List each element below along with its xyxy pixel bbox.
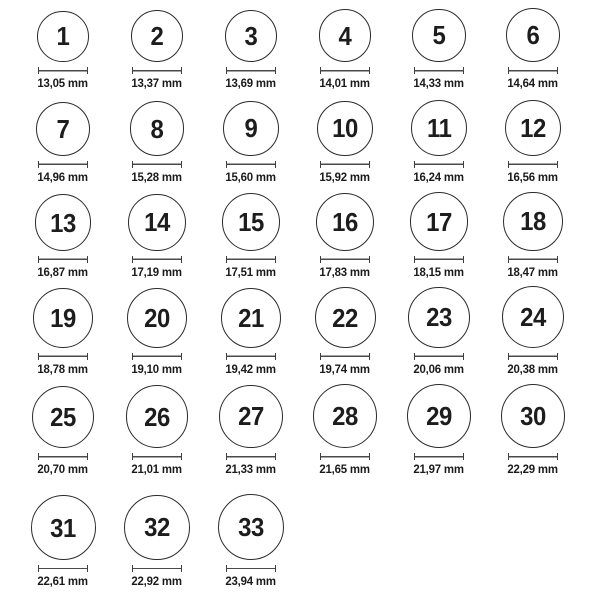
diameter-ruler [132, 161, 182, 168]
diameter-label: 16,24 mm [413, 170, 465, 184]
ring-size-circle [219, 385, 282, 448]
diameter-ruler [414, 353, 464, 360]
diameter-ruler [226, 353, 276, 360]
diameter-ruler [320, 256, 370, 263]
ring-size-number: 26 [144, 401, 170, 432]
ring-size-item [16, 495, 110, 592]
ring-size-item [110, 194, 204, 283]
diameter-ruler [508, 256, 558, 263]
diameter-ruler [320, 67, 370, 74]
diameter-label: 18,15 mm [413, 265, 465, 279]
ring-size-number: 5 [432, 20, 446, 51]
ring-size-item [16, 102, 110, 188]
diameter-ruler [38, 453, 88, 460]
ring-size-item [392, 287, 486, 380]
diameter-label: 14,01 mm [319, 76, 371, 90]
ring-size-circle [130, 101, 185, 156]
ring-size-item [204, 288, 298, 381]
ring-size-item [110, 495, 204, 593]
ring-size-item [298, 193, 392, 283]
diameter-label: 19,10 mm [131, 362, 183, 376]
diameter-label: 22,92 mm [131, 574, 183, 588]
ring-size-circle [313, 384, 377, 448]
ring-size-row [16, 380, 600, 480]
ring-size-circle [410, 192, 469, 251]
ring-size-number: 18 [520, 206, 546, 237]
ring-size-circle [505, 100, 562, 157]
ring-size-number: 29 [426, 400, 452, 431]
ring-size-number: 6 [526, 20, 540, 51]
ring-size-item [204, 10, 298, 94]
diameter-ruler [226, 256, 276, 263]
diameter-label: 20,70 mm [37, 462, 89, 476]
diameter-label: 18,47 mm [507, 265, 559, 279]
ring-size-row [16, 283, 600, 380]
ring-size-circle [408, 287, 469, 348]
diameter-label: 13,69 mm [225, 76, 277, 90]
ring-size-item [486, 384, 580, 481]
ring-size-circle [222, 193, 280, 251]
diameter-label: 14,64 mm [507, 76, 559, 90]
diameter-ruler [226, 565, 276, 572]
ring-size-number: 19 [50, 303, 76, 334]
diameter-label: 13,05 mm [37, 76, 89, 90]
diameter-ruler [508, 453, 558, 460]
ring-size-circle [218, 494, 284, 560]
diameter-ruler [132, 256, 182, 263]
ring-size-item [298, 287, 392, 380]
diameter-ruler [38, 67, 88, 74]
diameter-ruler [226, 161, 276, 168]
ring-size-item [486, 100, 580, 189]
ring-size-item [204, 101, 298, 188]
ring-size-circle [407, 384, 471, 448]
ring-size-number: 21 [238, 302, 264, 333]
diameter-ruler [320, 353, 370, 360]
ring-size-circle [502, 286, 564, 348]
diameter-label: 17,51 mm [225, 265, 277, 279]
diameter-label: 21,33 mm [225, 462, 277, 476]
ring-size-item [16, 11, 110, 95]
ring-size-circle [319, 9, 372, 62]
ring-size-item [16, 194, 110, 283]
diameter-label: 14,96 mm [37, 170, 89, 184]
ring-size-row [16, 94, 600, 188]
ring-size-item [298, 101, 392, 189]
ring-size-number: 7 [56, 113, 70, 144]
ring-size-number: 31 [50, 512, 76, 543]
diameter-label: 16,56 mm [507, 170, 559, 184]
ring-size-number: 11 [426, 113, 452, 143]
ring-size-circle [316, 193, 374, 251]
ring-size-circle [131, 10, 183, 62]
ring-size-number: 24 [520, 302, 546, 333]
ring-size-number: 23 [426, 302, 452, 333]
diameter-label: 20,06 mm [413, 362, 465, 376]
ring-size-circle [506, 8, 560, 62]
ring-size-number: 27 [238, 401, 264, 432]
diameter-label: 21,65 mm [319, 462, 371, 476]
diameter-ruler [414, 256, 464, 263]
ring-size-circle [127, 288, 187, 348]
ring-size-number: 20 [144, 303, 170, 333]
ring-size-circle [223, 101, 278, 156]
diameter-label: 20,38 mm [507, 362, 559, 376]
ring-size-circle [412, 9, 465, 62]
ring-size-number: 10 [332, 113, 358, 144]
ring-size-circle [128, 194, 185, 251]
ring-size-item [204, 494, 298, 592]
ring-size-circle [501, 384, 566, 449]
diameter-ruler [320, 453, 370, 460]
ring-size-item [204, 385, 298, 480]
ring-size-number: 30 [520, 400, 546, 431]
ring-size-item [392, 384, 486, 480]
ring-size-number: 13 [50, 207, 76, 238]
ring-size-number: 15 [238, 207, 264, 238]
ring-size-number: 1 [56, 21, 70, 52]
ring-size-item [204, 193, 298, 283]
ring-size-item [298, 384, 392, 480]
ring-size-number: 22 [332, 302, 358, 333]
diameter-ruler [38, 161, 88, 168]
diameter-ruler [414, 161, 464, 168]
ring-size-number: 16 [332, 206, 358, 237]
diameter-ruler [226, 453, 276, 460]
ring-size-item [392, 9, 486, 94]
ring-size-number: 12 [520, 112, 546, 143]
ring-size-item [110, 385, 204, 480]
ring-size-row [16, 480, 600, 592]
ring-size-item [16, 288, 110, 380]
diameter-label: 17,19 mm [131, 265, 183, 279]
ring-size-item [392, 192, 486, 283]
ring-size-circle [225, 10, 277, 62]
ring-size-item [298, 9, 392, 94]
ring-size-circle [31, 495, 96, 560]
ring-size-item [110, 288, 204, 380]
ring-size-circle [124, 495, 190, 561]
ring-size-item [486, 286, 580, 380]
ring-size-number: 3 [244, 20, 258, 51]
ring-size-item [110, 101, 204, 188]
diameter-ruler [38, 256, 88, 263]
diameter-label: 22,29 mm [507, 462, 559, 476]
diameter-label: 15,92 mm [319, 170, 371, 184]
diameter-ruler [38, 565, 88, 572]
ring-size-item [486, 192, 580, 283]
ring-size-circle [32, 386, 94, 448]
diameter-label: 15,28 mm [131, 170, 183, 184]
diameter-label: 19,42 mm [225, 362, 277, 376]
diameter-ruler [414, 67, 464, 74]
ring-size-circle [317, 101, 373, 157]
diameter-ruler [132, 353, 182, 360]
diameter-label: 22,61 mm [37, 574, 89, 588]
diameter-label: 15,60 mm [225, 170, 277, 184]
ring-size-number: 8 [150, 113, 164, 144]
diameter-ruler [132, 67, 182, 74]
ring-size-circle [33, 288, 93, 348]
ring-size-circle [35, 194, 92, 251]
ring-size-circle [221, 288, 282, 349]
ring-size-item [486, 8, 580, 94]
ring-size-circle [411, 100, 467, 156]
diameter-ruler [508, 161, 558, 168]
diameter-ruler [132, 565, 182, 572]
diameter-label: 14,33 mm [413, 76, 465, 90]
ring-size-row [16, 2, 600, 94]
diameter-ruler [508, 67, 558, 74]
ring-size-circle [37, 11, 89, 63]
ring-size-item [16, 386, 110, 480]
diameter-ruler [226, 67, 276, 74]
diameter-label: 16,87 mm [37, 265, 89, 279]
ring-size-circle [503, 192, 562, 251]
diameter-label: 17,83 mm [319, 265, 371, 279]
diameter-label: 21,97 mm [413, 462, 465, 476]
diameter-ruler [38, 353, 88, 360]
diameter-label: 21,01 mm [131, 462, 183, 476]
ring-size-number: 25 [50, 401, 76, 432]
diameter-ruler [132, 453, 182, 460]
ring-size-number: 28 [332, 401, 358, 432]
ring-size-number: 14 [144, 207, 170, 238]
diameter-ruler [414, 453, 464, 460]
ring-size-number: 33 [238, 512, 264, 543]
diameter-label: 19,74 mm [319, 362, 371, 376]
ring-size-number: 2 [150, 21, 164, 51]
diameter-label: 18,78 mm [37, 362, 89, 376]
diameter-ruler [320, 161, 370, 168]
ring-size-circle [315, 287, 376, 348]
ring-size-circle [36, 102, 90, 156]
ring-size-item [392, 100, 486, 188]
ring-size-item [110, 10, 204, 94]
diameter-ruler [508, 353, 558, 360]
diameter-label: 23,94 mm [225, 574, 277, 588]
ring-size-number: 9 [244, 113, 258, 144]
ring-size-number: 32 [144, 512, 170, 543]
diameter-label: 13,37 mm [131, 76, 183, 90]
ring-size-number: 4 [338, 20, 352, 51]
ring-size-circle [126, 385, 189, 448]
ring-size-row [16, 188, 600, 283]
ring-size-number: 17 [426, 206, 452, 237]
